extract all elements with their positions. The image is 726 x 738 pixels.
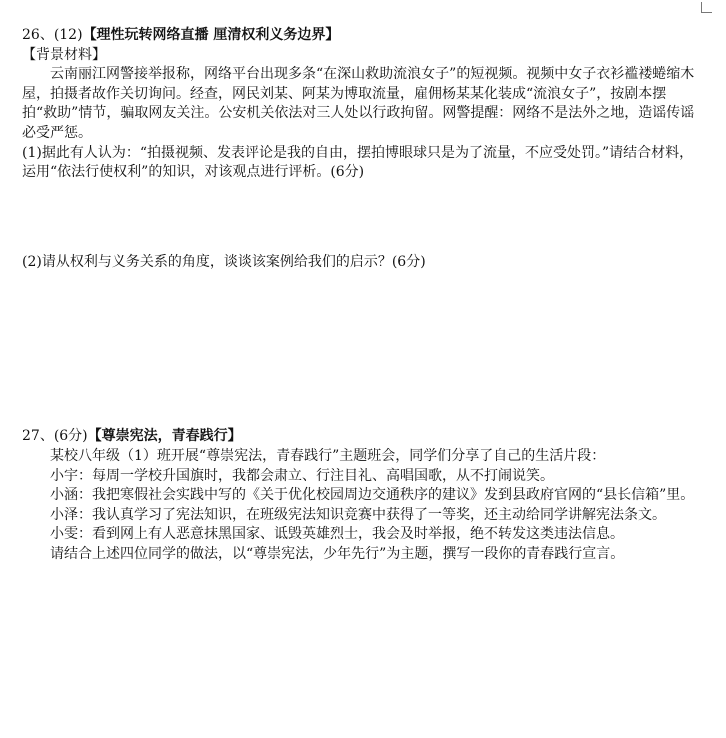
q26-background-label: 【背景材料】: [22, 46, 106, 63]
q27-number: 27、(6分): [22, 428, 88, 445]
page-corner-mark: [701, 2, 712, 13]
q26-title: [22, 26, 698, 46]
q27-student-1: 小宇：每周一学校升国旗时，我都会肃立、行注目礼、高唱国歌，从不打闹说笑。: [50, 467, 554, 484]
q26-material: 云南丽江网警接举报称，网络平台出现多条“在深山救助流浪女子”的短视频。视频中女子衣衫褴褛蜷缩木屋，拍摄者故作关切询问。经查，网民刘某、阿某为博取流量，雇佣杨某某化装成“流浪女子”，按剧本摆拍“救助”情节，骗取网友关注。公安机关依法对三人处以行政拘留。网警提醒：网络不是法外之地，造谣传谣必受严惩。: [22, 66, 695, 141]
q26-theme: 【理性玩转网络直播 厘清权利义务边界】: [82, 27, 340, 43]
q27-task: 请结合上述四位同学的做法，以“尊崇宪法，少年先行”为主题，撰写一段你的青春践行宣言。: [50, 545, 625, 562]
q27-student-3: 小泽：我认真学习了宪法知识，在班级宪法知识竞赛中获得了一等奖，还主动给同学讲解宪法条文。: [50, 506, 666, 523]
q27-title: [22, 427, 698, 447]
q27-student-4: 小雯：看到网上有人恶意抹黑国家、诋毁英雄烈士，我会及时举报，绝不转发这类违法信息。: [50, 526, 624, 543]
q26-subquestion-2: (2)请从权利与义务关系的角度，谈谈该案例给我们的启示？(6分): [22, 253, 426, 270]
q26-subquestion-1: (1)据此有人认为：“拍摄视频、发表评论是我的自由，摆拍博眼球只是为了流量，不应受处罚。”请结合材料，运用“依法行使权利”的知识，对该观点进行评析。(6分): [22, 144, 694, 181]
document-content: [22, 26, 698, 565]
answer-space-2: [22, 272, 698, 427]
answer-space-1: [22, 183, 698, 253]
q27-theme: 【尊崇宪法，青春践行】: [87, 428, 242, 445]
q27-intro: 某校八年级（1）班开展“尊崇宪法，青春践行”主题班会，同学们分享了自己的生活片段：: [50, 447, 606, 464]
q26-number: 26、(12): [22, 27, 83, 43]
q27-student-2: 小涵：我把寒假社会实践中写的《关于优化校园周边交通秩序的建议》发到县政府官网的“县长信箱”里。: [50, 487, 695, 504]
